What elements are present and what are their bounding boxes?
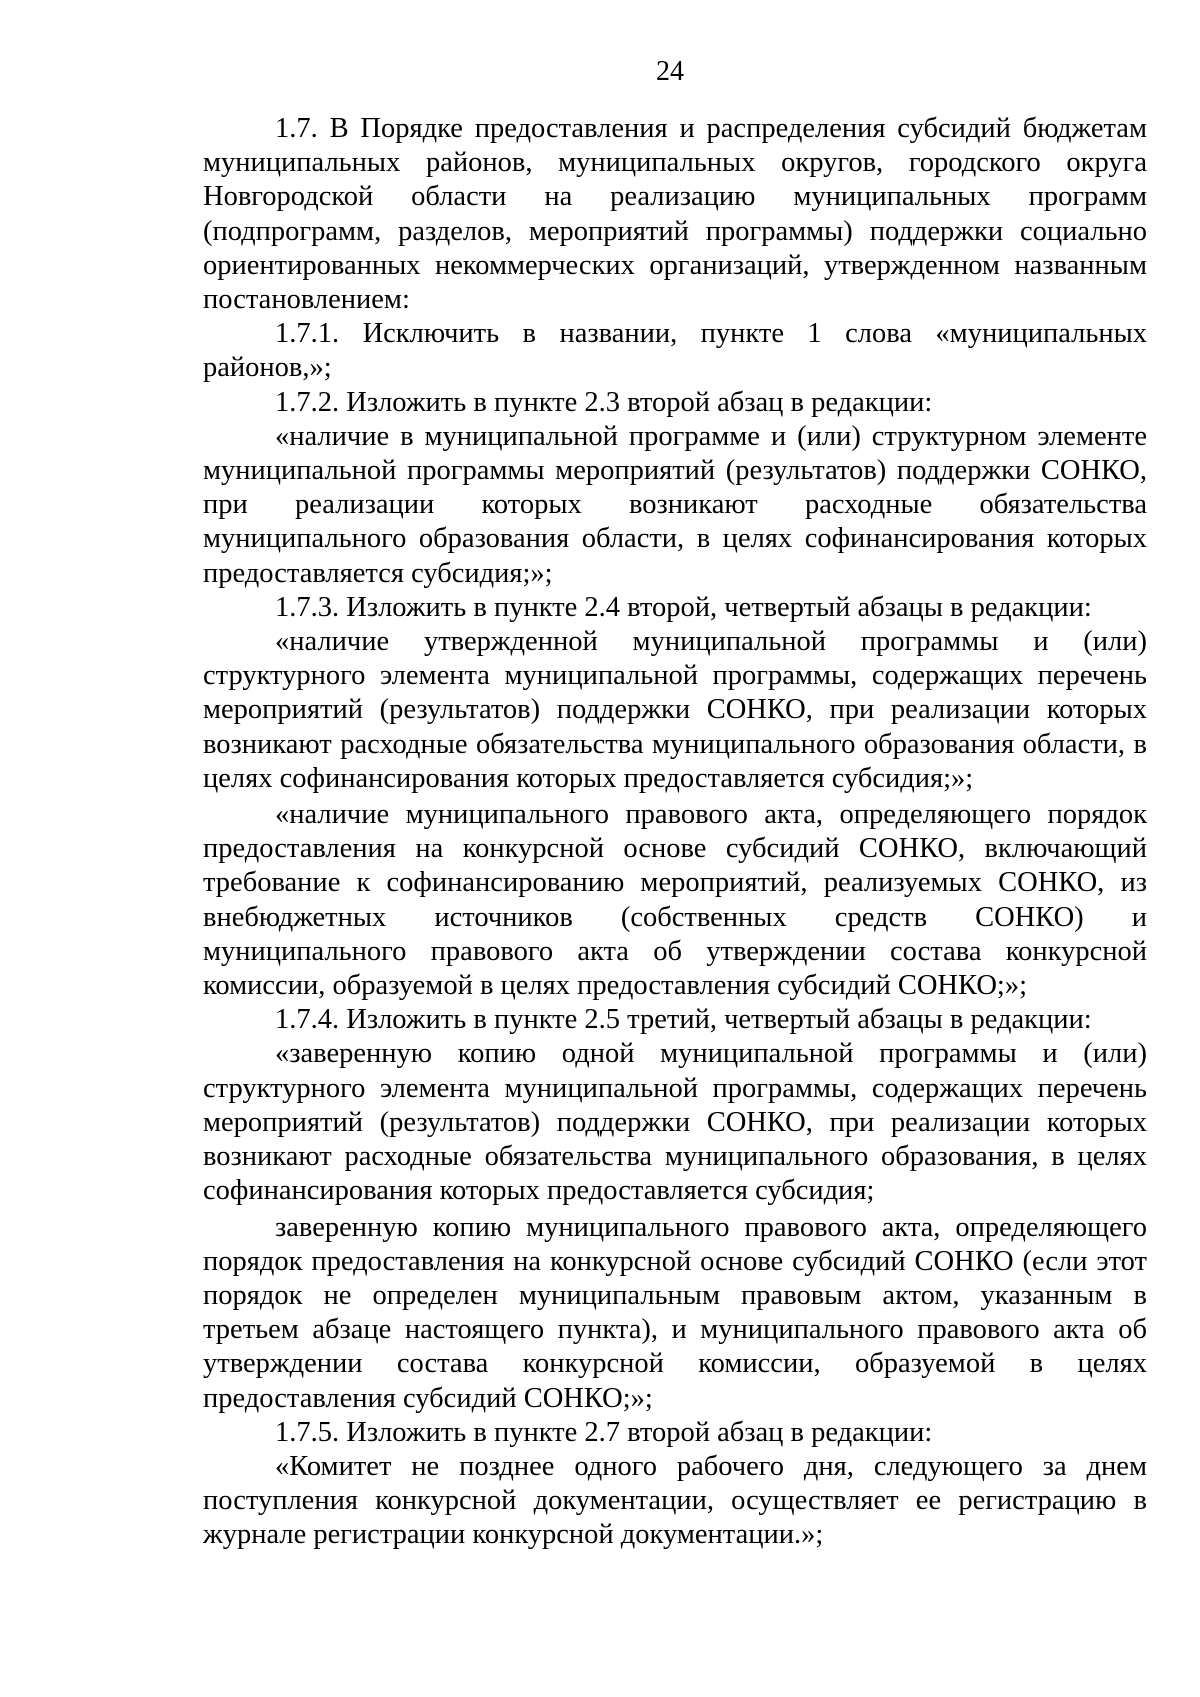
document-body (203, 112, 1147, 1553)
page-number: 24 (656, 56, 684, 87)
paragraph-1-7-2: 1.7.2. Изложить в пункте 2.3 второй абзац в редакции: (275, 386, 933, 418)
paragraph-1-7-4: 1.7.4. Изложить в пункте 2.5 третий, четвертый абзацы в редакции: (275, 1004, 1092, 1036)
paragraph-1-7-3: 1.7.3. Изложить в пункте 2.4 второй, четвертый абзацы в редакции: (275, 591, 1092, 623)
paragraph-1-7-3-quote-1: «наличие утвержденной муниципальной программы и (или) структурного элемента муниципальной программы, содержащих перечень мероприятий (результатов) поддержки СОНКО, при реализации которых возникают расходные обязательства муниципального образования области, в целях софинансирования которых предоставляется субсидия;»; (203, 626, 1147, 794)
paragraph-1-7-5: 1.7.5. Изложить в пункте 2.7 второй абзац в редакции: (275, 1416, 933, 1448)
paragraph-1-7-4-quote-1: «заверенную копию одной муниципальной программы и (или) структурного элемента муниципальной программы, содержащих перечень мероприятий (результатов) поддержки СОНКО, при реализации которых возникают расходные обязательства муниципального образования, в целях софинансирования которых предоставляется субсидия; (203, 1038, 1147, 1207)
paragraph-1-7-4-quote-2: заверенную копию муниципального правового акта, определяющего порядок предоставления на конкурсной основе субсидий СОНКО (если этот порядок не определен муниципальным правовым актом, указанным в третьем абзаце настоящего пункта), и муниципального правового акта об утверждении состава конкурсной комиссии, образуемой в целях предоставления субсидий СОНКО;»; (203, 1211, 1147, 1414)
paragraph-1-7-1: 1.7.1. Исключить в названии, пункте 1 слова «муниципальных районов,»; (203, 318, 1147, 384)
paragraph-1-7-3-quote-2: «наличие муниципального правового акта, определяющего порядок предоставления на конкурсной основе субсидий СОНКО, включающий требование к софинансированию мероприятий, реализуемых СОНКО, из внебюджетных источников (собственных средств СОНКО) и муниципального правового акта об утверждении состава конкурсной комиссии, образуемой в целях предоставления субсидий СОНКО;»; (203, 799, 1147, 1002)
paragraph-1-7-5-quote: «Комитет не позднее одного рабочего дня, следующего за днем поступления конкурсной документации, осуществляет ее регистрацию в журнале регистрации конкурсной документации.»; (203, 1450, 1147, 1551)
paragraph-1-7-intro: 1.7. В Порядке предоставления и распределения субсидий бюджетам муниципальных районов, муниципальных округов, городского округа Новгородской области на реализацию муниципальных программ (подпрограмм, разделов, мероприятий программы) поддержки социально ориентированных некоммерческих организаций, утвержденном названным постановлением: (203, 113, 1147, 316)
paragraph-1-7-2-quote: «наличие в муниципальной программе и (или) структурном элементе муниципальной программы мероприятий (результатов) поддержки СОНКО, при реализации которых возникают расходные обязательства муниципального образования области, в целях софинансирования которых предоставляется субсидия;»; (203, 420, 1147, 589)
